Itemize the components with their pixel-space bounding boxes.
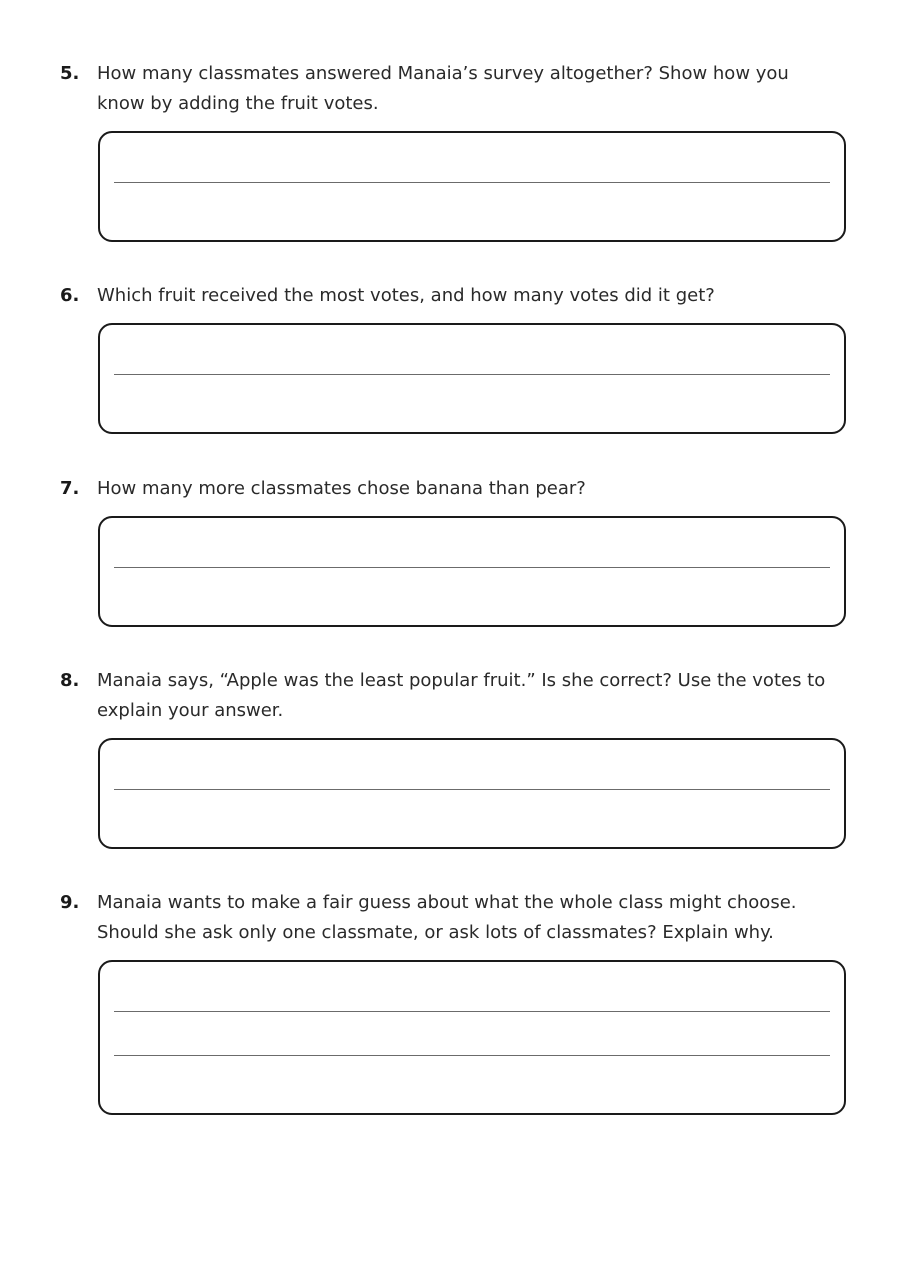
question-text: How many classmates answered Manaia’s survey altogether? Show how you know by adding the fruit votes. (97, 63, 789, 114)
answer-box-5[interactable] (98, 131, 846, 242)
answer-box-9[interactable] (98, 960, 846, 1115)
answer-line (114, 182, 830, 183)
question-text: Which fruit received the most votes, and how many votes did it get? (97, 285, 715, 306)
question-number: 7. (60, 478, 80, 499)
question-text: Manaia wants to make a fair guess about what the whole class might choose. Should she ask only one classmate, or ask lots of classmates? Explain why. (97, 892, 797, 943)
question-number: 8. (60, 670, 80, 691)
answer-line (114, 789, 830, 790)
answer-line (114, 1011, 830, 1012)
answer-line (114, 1055, 830, 1056)
answer-line (114, 374, 830, 375)
answer-line (114, 567, 830, 568)
question-number: 9. (60, 892, 80, 913)
question-text: Manaia says, “Apple was the least popular fruit.” Is she correct? Use the votes to explain your answer. (97, 670, 826, 721)
answer-box-8[interactable] (98, 738, 846, 849)
answer-box-7[interactable] (98, 516, 846, 627)
question-text: How many more classmates chose banana than pear? (97, 478, 586, 499)
answer-box-6[interactable] (98, 323, 846, 434)
question-number: 5. (60, 63, 80, 84)
question-number: 6. (60, 285, 80, 306)
